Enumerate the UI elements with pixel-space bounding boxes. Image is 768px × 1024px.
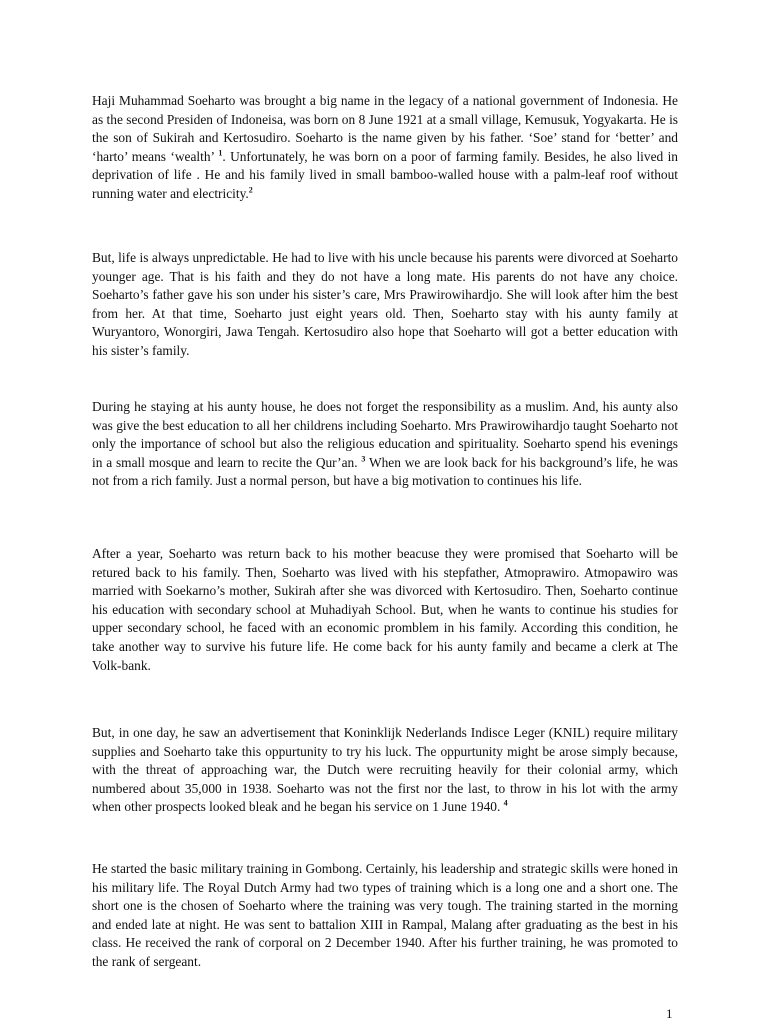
paragraph-military-training — [92, 860, 678, 972]
paragraph-birth-and-family — [92, 92, 678, 204]
footnote-reference[interactable]: 4 — [503, 798, 508, 808]
paragraph-text: During he staying at his aunty house, he does not forget the responsibility as a muslim. And, his aunty also was give the best education to all her childrens including Soeharto. Mrs Prawirowihardjo taught Soeharto not only the importance of school but also the religious education and spirituality. Soeharto spend his evenings in a small mosque and learn to recite the Qur’an. — [92, 399, 678, 470]
page-number: 1 — [666, 1006, 673, 1021]
paragraph-text: After a year, Soeharto was return back to his mother beacuse they were promised that Soeharto will be retured back to his family. Then, Soeharto was lived with his stepfather, Atmoprawiro. Atmopawiro was married with Soekarno’s mother, Sukirah after she was divorced with Kertosudiro. Then, Soeharto continue his education with secondary school at Muhadiyah School. But, when he wants to continue his studies for upper secondary school, he faced with an economic promblem in his family. According this condition, he take another way to survive his future life. He come back for his aunty family and became a clerk at The Volk-bank. — [92, 546, 678, 673]
footnote-reference[interactable]: 1 — [218, 148, 223, 158]
paragraph-knil-recruitment — [92, 724, 678, 817]
footnote-reference[interactable]: 2 — [248, 185, 253, 195]
paragraph-text: But, in one day, he saw an advertisement that Koninklijk Nederlands Indisce Leger (KNIL) require military supplies and Soeharto take this oppurtunity to try his luck. The oppurtunity might be arose simply because, with the threat of approaching war, the Dutch were recruiting heavily for their colonial army, which numbered about 35,000 in 1938. Soeharto was not the first nor the last, to throw in his lot with the army when other prospects looked bleak and he began his service on 1 June 1940. — [92, 725, 678, 815]
footnote-reference[interactable]: 3 — [361, 454, 366, 464]
paragraph-text: He started the basic military training in Gombong. Certainly, his leadership and strategic skills were honed in his military life. The Royal Dutch Army had two types of training which is a long one and a short one. The short one is the chosen of Soeharto where the training was very tough. The training started in the morning and ended late at night. He was sent to battalion XIII in Rampal, Malang after graduating as the best in his class. He received the rank of corporal on 2 December 1940. After his further training, he was promoted to the rank of sergeant. — [92, 861, 678, 969]
paragraph-return-to-mother — [92, 545, 678, 675]
paragraph-text: Haji Muhammad Soeharto was brought a big name in the legacy of a national government of Indonesia. He as the second Presiden of Indoneisa, was born on 8 June 1921 at a small village, Kemusuk, Yogyakarta. He is the son of Sukirah and Kertosudiro. Soeharto is the name given by his father. ‘Soe’ stand for ‘better’ and ‘harto’ means ‘wealth’ — [92, 93, 678, 164]
paragraph-text: But, life is always unpredictable. He had to live with his uncle because his parents were divorced at Soeharto younger age. That is his faith and they do not have a long mate. His parents do not have any choice. Soeharto’s father gave his son under his sister’s care, Mrs Prawirowihardjo. She will look after him the best from her. At that time, Soeharto just eight years old. Then, Soeharto stay with his aunty family at Wuryantoro, Wonorgiri, Jawa Tengah. Kertosudiro also hope that Soeharto will got a better education with his sister’s family. — [92, 250, 678, 358]
paragraph-parents-divorce — [92, 249, 678, 361]
paragraph-text: . Unfortunately, he was born on a poor of farming family. Besides, he also lived in deprivation of life . He and his family lived in small bamboo-walled house with a palm-leaf roof without running water and electricity. — [92, 148, 678, 201]
paragraph-text: When we are look back for his background’s life, he was not from a rich family. Just a normal person, but have a big motivation to continues his life. — [92, 454, 678, 489]
paragraph-aunty-education — [92, 398, 678, 491]
